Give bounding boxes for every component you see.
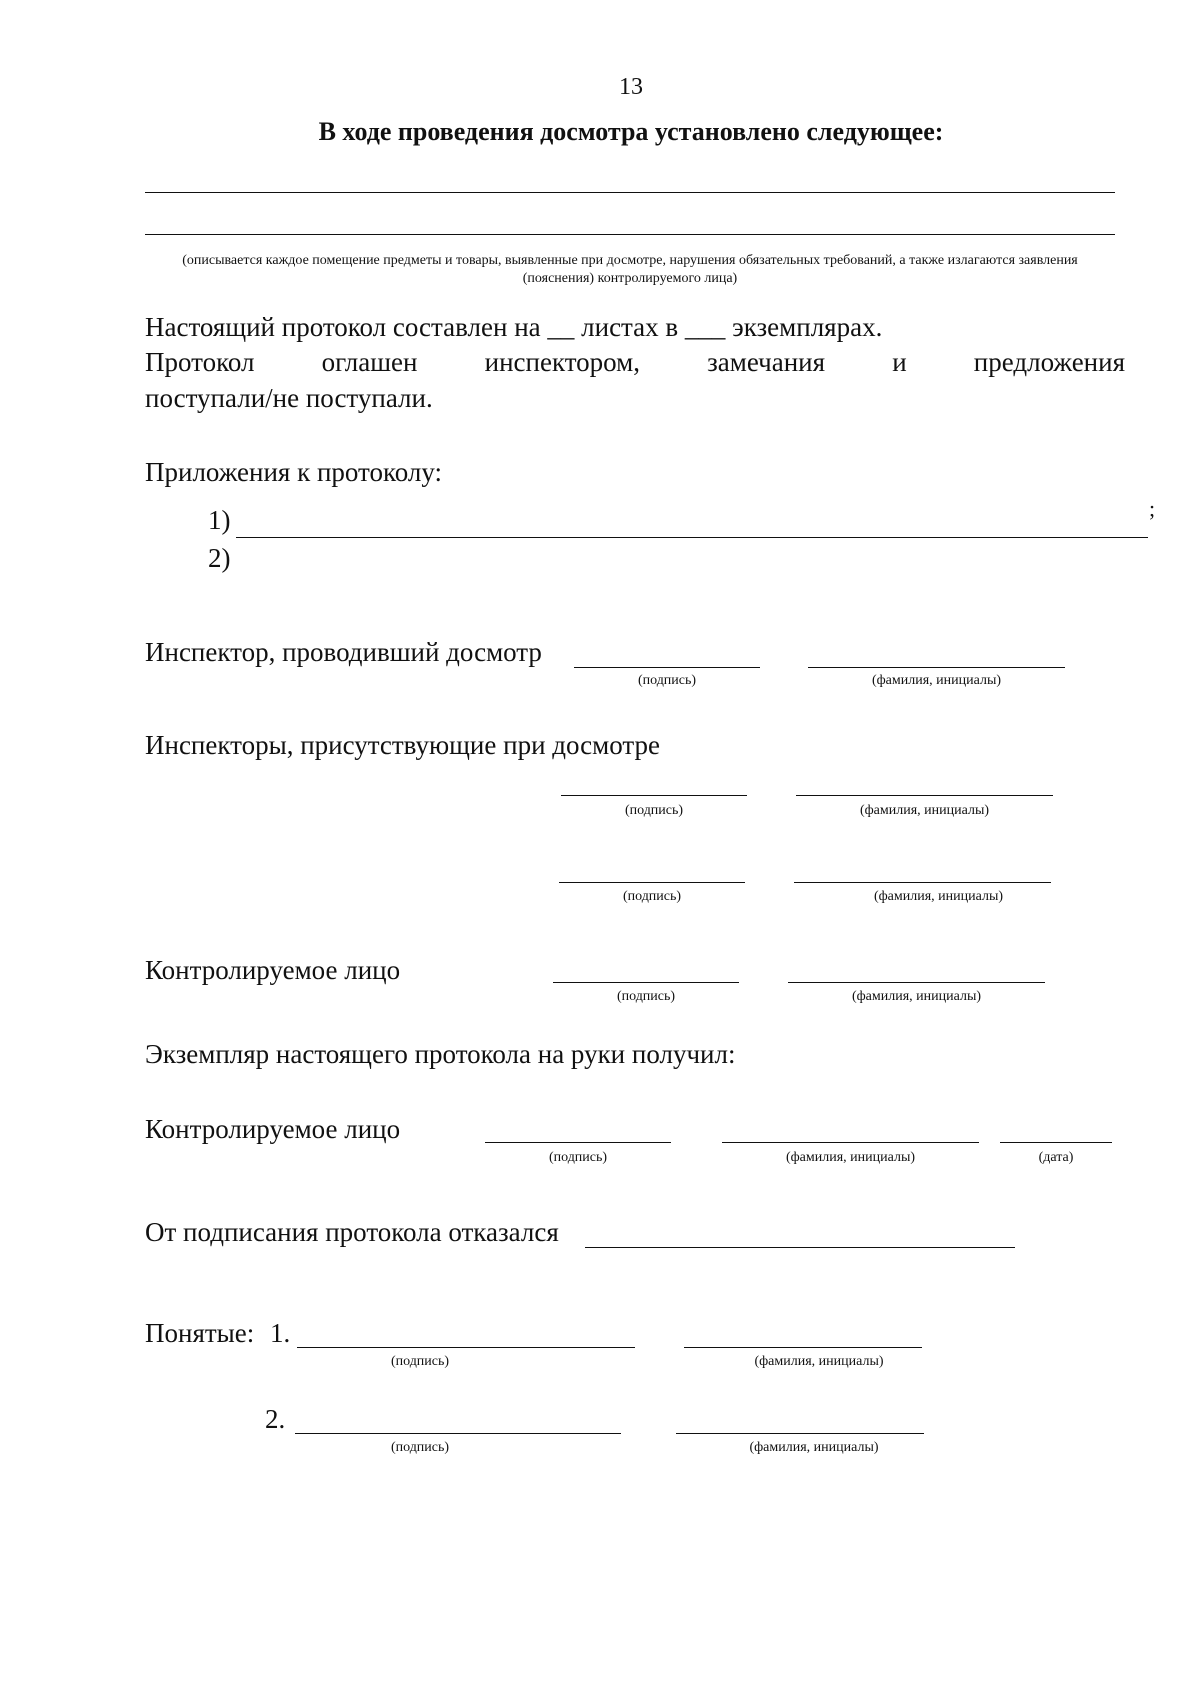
signature-caption: (подпись) [624, 803, 684, 818]
witness-1-number: 1. [270, 1318, 291, 1348]
name-caption: (фамилия, инициалы) [754, 1354, 884, 1369]
protocol-announced-line-2: поступали/не поступали. [145, 383, 433, 413]
witness-1-name-line [684, 1347, 922, 1348]
word: инспектором, [484, 347, 640, 377]
name-caption: (фамилия, инициалы) [859, 803, 990, 818]
witnesses-label: Понятые: [145, 1318, 255, 1348]
signature-caption: (подпись) [637, 673, 697, 688]
inspector-name-line [808, 667, 1065, 668]
description-line-2 [145, 234, 1115, 235]
date-caption: (дата) [1038, 1150, 1074, 1165]
signature-caption: (подпись) [622, 889, 682, 904]
signature-caption: (подпись) [390, 1354, 450, 1369]
attachment-item-2-number: 2) [208, 543, 231, 573]
description-caption: (описывается каждое помещение предметы и товары, выявленные при досмотре, нарушения обязательных требований, а также излагаются заявления (пояснения) контролируемого лица) [182, 253, 1078, 286]
word: и [892, 347, 907, 377]
word: замечания [707, 347, 826, 377]
inspector-signature-line [574, 667, 760, 668]
witness-2-name-line [676, 1433, 924, 1434]
attachment-item-1-line [236, 537, 1148, 538]
name-caption: (фамилия, инициалы) [851, 989, 982, 1004]
protocol-sheets-text: Настоящий протокол составлен на __ листах в ___ экземплярах. [145, 312, 883, 342]
refused-signing-line [585, 1247, 1015, 1248]
inspector-conducting-label: Инспектор, проводивший досмотр [145, 637, 542, 667]
signature-caption: (подпись) [548, 1150, 608, 1165]
present-1-name-line [796, 795, 1053, 796]
signature-caption: (подпись) [616, 989, 676, 1004]
receipt-signature-line [485, 1142, 671, 1143]
present-1-signature-line [561, 795, 747, 796]
inspectors-present-label: Инспекторы, присутствующие при досмотре [145, 730, 661, 760]
witness-2-number: 2. [265, 1404, 286, 1434]
name-caption: (фамилия, инициалы) [785, 1150, 916, 1165]
controlled-person-2-label: Контролируемое лицо [145, 1114, 401, 1144]
present-2-signature-line [559, 882, 745, 883]
word: Протокол [145, 347, 255, 377]
page-number: 13 [619, 74, 643, 100]
protocol-announced-line [145, 347, 1125, 378]
witness-1-signature-line [297, 1347, 635, 1348]
word: предложения [973, 347, 1125, 377]
controlled-person-signature-line [553, 982, 739, 983]
page-title: В ходе проведения досмотра установлено следующее: [318, 117, 944, 146]
witness-2-signature-line [295, 1433, 621, 1434]
present-2-name-line [794, 882, 1051, 883]
name-caption: (фамилия, инициалы) [873, 889, 1004, 904]
signature-caption: (подпись) [390, 1440, 450, 1455]
name-caption: (фамилия, инициалы) [749, 1440, 879, 1455]
attachment-item-1-number: 1) [208, 505, 231, 535]
receipt-name-line [722, 1142, 979, 1143]
refused-signing-label: От подписания протокола отказался [145, 1217, 559, 1247]
word: оглашен [321, 347, 418, 377]
receipt-date-line [1000, 1142, 1112, 1143]
controlled-person-label: Контролируемое лицо [145, 955, 401, 985]
copy-received-label: Экземпляр настоящего протокола на руки получил: [145, 1039, 736, 1069]
name-caption: (фамилия, инициалы) [871, 673, 1002, 688]
attachments-heading: Приложения к протоколу: [145, 457, 443, 487]
attachment-item-1-end: ; [1149, 496, 1156, 521]
controlled-person-name-line [788, 982, 1045, 983]
description-line-1 [145, 192, 1115, 193]
